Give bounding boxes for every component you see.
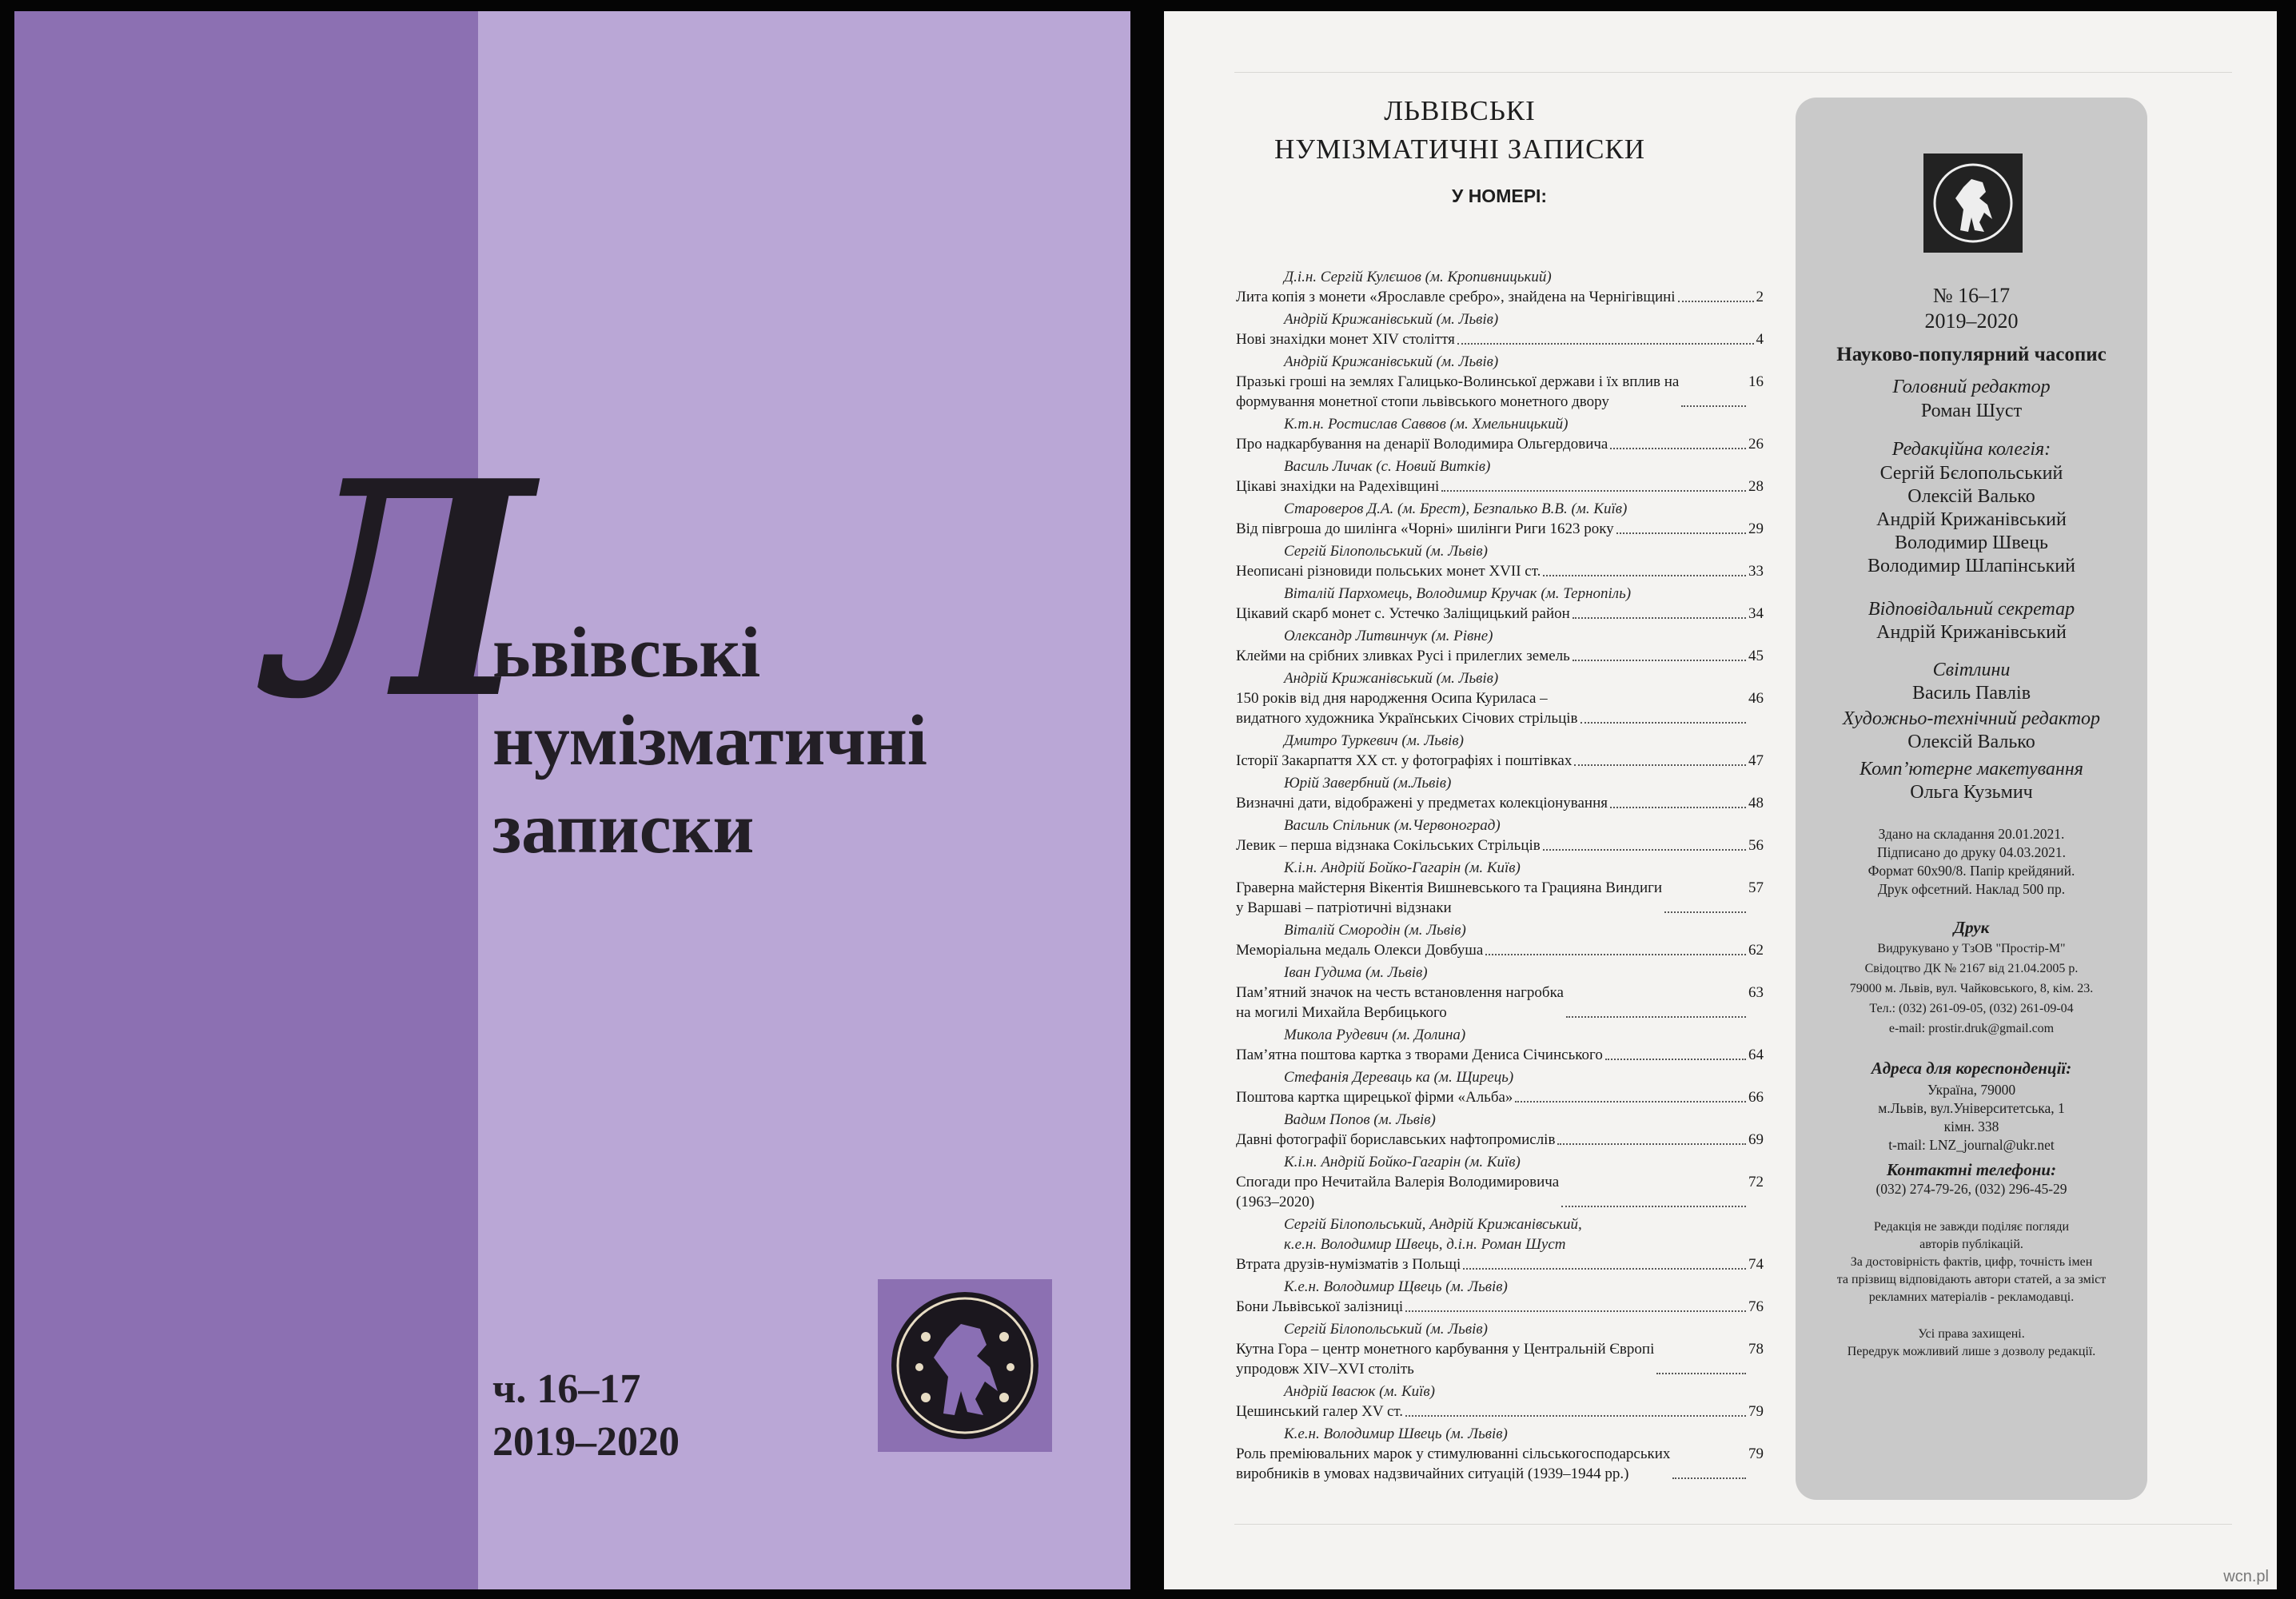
toc-page-number: 47 bbox=[1748, 752, 1764, 769]
board-member: Андрій Крижанівський bbox=[1876, 509, 2067, 530]
phones: (032) 274-79-26, (032) 296-45-29 bbox=[1875, 1181, 2067, 1197]
toc-leader-dots bbox=[1441, 477, 1746, 492]
toc-entry bbox=[1236, 561, 1764, 581]
editorial-panel bbox=[1796, 98, 2147, 1500]
toc-leader-dots bbox=[1672, 1444, 1746, 1479]
header-rule bbox=[1234, 72, 2232, 73]
toc-author: Сергій Білопольський, Андрій Крижанівський, к.е.н. Володимир Швець, д.і.н. Роман Шуст bbox=[1284, 1216, 1582, 1253]
toc-entry bbox=[1236, 519, 1764, 539]
contents-heading: У НОМЕРІ: bbox=[1452, 185, 1548, 206]
druk-line: Тел.: (032) 261-09-05, (032) 261-09-04 bbox=[1869, 1002, 2074, 1015]
address-email: t-mail: LNZ_journal@ukr.net bbox=[1888, 1137, 2055, 1153]
toc-item bbox=[1236, 1382, 1764, 1422]
disclaimer-line: авторів публікацій. bbox=[1919, 1238, 2023, 1251]
photo-name: Василь Павлів bbox=[1911, 683, 2031, 704]
toc-page-number: 64 bbox=[1748, 1047, 1764, 1063]
toc-entry bbox=[1236, 751, 1764, 771]
toc-entry bbox=[1236, 1087, 1764, 1107]
toc-entry bbox=[1236, 793, 1764, 813]
toc-entry bbox=[1236, 477, 1764, 496]
toc-title: Втрата друзів-нумізматів з Польщі bbox=[1236, 1256, 1461, 1273]
toc-entry bbox=[1236, 983, 1764, 1023]
toc-page-number: 76 bbox=[1748, 1298, 1764, 1315]
toc-leader-dots bbox=[1557, 1130, 1746, 1145]
toc-title: Пам’ятна поштова картка з творами Дениса Січинського bbox=[1236, 1047, 1603, 1063]
toc-author: К.і.н. Андрій Бойко-Гагарін (м. Київ) bbox=[1284, 859, 1521, 876]
toc-page-number: 48 bbox=[1748, 795, 1764, 811]
toc-title: Спогади про Нечитайла Валерія Володимировича (1963–2020) bbox=[1236, 1174, 1560, 1210]
toc-title: Кутна Гора – центр монетного карбування у Центральній Європі упродовж XIV–XVI століть bbox=[1236, 1341, 1655, 1378]
toc-page-number: 29 bbox=[1748, 520, 1764, 537]
cover-title-line-1: ьвівські bbox=[492, 613, 761, 692]
toc-title: Пам’ятний значок на честь встановлення нагробка на могилі Михайла Вербицького bbox=[1236, 984, 1564, 1021]
toc-entry bbox=[1236, 646, 1764, 666]
toc-page-number: 46 bbox=[1748, 690, 1764, 707]
toc-page-number: 79 bbox=[1748, 1403, 1764, 1420]
cover-title-line-3: записки bbox=[492, 789, 755, 868]
board-label: Редакційна колегія: bbox=[1891, 439, 2051, 460]
toc-item bbox=[1236, 457, 1764, 496]
toc-leader-dots bbox=[1610, 434, 1746, 449]
journal-title-line-2: НУМІЗМАТИЧНІ ЗАПИСКИ bbox=[1274, 134, 1646, 165]
toc-item bbox=[1236, 309, 1764, 349]
toc-author: Дмитро Туркевич (м. Львів) bbox=[1284, 732, 1464, 749]
address-line: м.Львів, вул.Університетська, 1 bbox=[1878, 1100, 2065, 1116]
disclaimer-line: За достовірність фактів, цифр, точність імен bbox=[1850, 1255, 2093, 1269]
toc-item bbox=[1236, 626, 1764, 666]
toc-title: Бони Львівської залізниці bbox=[1236, 1298, 1404, 1315]
toc-page-number: 72 bbox=[1748, 1174, 1764, 1190]
print-info: Формат 60х90/8. Папір крейдяний. bbox=[1867, 863, 2075, 879]
toc-title: Про надкарбування на денарії Володимира Ольгердовича bbox=[1236, 436, 1608, 453]
toc-item bbox=[1236, 858, 1764, 918]
footer-rule bbox=[1234, 1524, 2232, 1525]
toc-entry bbox=[1236, 434, 1764, 454]
toc-author: Віталій Смородін (м. Львів) bbox=[1284, 922, 1466, 939]
toc-item bbox=[1236, 414, 1764, 454]
toc-leader-dots bbox=[1561, 1172, 1746, 1207]
phones-label: Контактні телефони: bbox=[1886, 1160, 2057, 1179]
toc-entry bbox=[1236, 1297, 1764, 1317]
toc-leader-dots bbox=[1566, 983, 1746, 1018]
board-member: Володимир Швець bbox=[1895, 532, 2048, 553]
toc-item bbox=[1236, 1214, 1764, 1274]
toc-leader-dots bbox=[1610, 793, 1746, 808]
cover-title-line-2: нумізматичні bbox=[492, 701, 927, 780]
toc-title: Цікаві знахідки на Радехівщині bbox=[1236, 478, 1440, 495]
toc-page-number: 74 bbox=[1748, 1256, 1764, 1273]
toc-author: К.е.н. Володимир Щвець (м. Львів) bbox=[1284, 1278, 1508, 1295]
watermark: wcn.pl bbox=[2223, 1568, 2269, 1585]
toc-leader-dots bbox=[1543, 835, 1746, 851]
toc-title: Визначні дати, відображені у предметах колекціонування bbox=[1236, 795, 1608, 811]
toc-title: Празькі гроші на землях Галицько-Волинської держави і їх вплив на формування монетної стопи львівського монетного двору bbox=[1236, 373, 1680, 410]
toc-title: Клейми на срібних зливках Русі і прилеглих земель bbox=[1236, 648, 1570, 664]
toc-entry bbox=[1236, 1172, 1764, 1212]
toc-author: Іван Гудима (м. Львів) bbox=[1284, 964, 1428, 981]
toc-item bbox=[1236, 920, 1764, 960]
layout-name: Ольга Кузьмич bbox=[1910, 782, 2033, 803]
disclaimer-line: Редакція не завжди поділяє погляди bbox=[1873, 1220, 2070, 1234]
toc-entry bbox=[1236, 329, 1764, 349]
secretary-name: Андрій Крижанівський bbox=[1876, 622, 2067, 643]
toc-author: Вадим Попов (м. Львів) bbox=[1284, 1111, 1436, 1128]
cover-title-initial: Л bbox=[270, 417, 524, 764]
chief-editor-label: Головний редактор bbox=[1892, 377, 2051, 397]
toc-page-number: 63 bbox=[1748, 984, 1764, 1001]
chief-editor-name: Роман Шуст bbox=[1920, 401, 2023, 421]
toc-entry bbox=[1236, 1130, 1764, 1150]
toc-item bbox=[1236, 1424, 1764, 1484]
table-of-contents bbox=[1236, 267, 1764, 1486]
toc-item bbox=[1236, 499, 1764, 539]
toc-title: Цікавий скарб монет с. Устечко Заліщицький район bbox=[1236, 605, 1570, 622]
druk-line: 79000 м. Львів, вул. Чайковського, 8, кім. 23. bbox=[1849, 982, 2094, 995]
toc-item bbox=[1236, 1067, 1764, 1107]
toc-page-number: 79 bbox=[1748, 1445, 1764, 1462]
toc-page-number: 34 bbox=[1748, 605, 1764, 622]
journal-title-line-1: ЛЬВІВСЬКІ bbox=[1384, 95, 1536, 126]
toc-title: Меморіальна медаль Олекси Довбуша bbox=[1236, 942, 1484, 959]
toc-item bbox=[1236, 731, 1764, 771]
rights-line: Передрук можливий лише з дозволу редакції. bbox=[1847, 1345, 2096, 1358]
board-member: Володимир Шлапінський bbox=[1867, 556, 2075, 576]
print-info: Друк офсетний. Наклад 500 пр. bbox=[1877, 881, 2066, 897]
rights-line: Усі права захищені. bbox=[1918, 1327, 2025, 1341]
toc-author: К.і.н. Андрій Бойко-Гагарін (м. Київ) bbox=[1284, 1154, 1521, 1170]
toc-item bbox=[1236, 1277, 1764, 1317]
toc-page-number: 78 bbox=[1748, 1341, 1764, 1358]
toc-title: 150 років від дня народження Осипа Куриласа – видатного художника Українських Січових стрільців bbox=[1236, 690, 1578, 727]
panel-issue: № 16–17 bbox=[1932, 284, 2011, 307]
cover-dark-strip bbox=[14, 11, 478, 1589]
board-member: Сергій Бєлопольський bbox=[1879, 463, 2063, 484]
toc-author: Сергій Білопольський (м. Львів) bbox=[1284, 1321, 1488, 1338]
toc-entry bbox=[1236, 1444, 1764, 1484]
panel-journal-kind: Науково-популярний часопис bbox=[1836, 344, 2107, 365]
toc-author: Віталій Пархомець, Володимир Кручак (м. Тернопіль) bbox=[1284, 585, 1632, 602]
toc-title: Історії Закарпаття XX ст. у фотографіях і поштівках bbox=[1236, 752, 1573, 769]
toc-item bbox=[1236, 1319, 1764, 1379]
disclaimer-line: та прізвищ відповідають автори статей, а за зміст bbox=[1836, 1273, 2107, 1286]
address-label: Адреса для кореспонденції: bbox=[1871, 1059, 2072, 1078]
toc-item bbox=[1236, 773, 1764, 813]
toc-leader-dots bbox=[1515, 1087, 1746, 1103]
toc-page-number: 16 bbox=[1748, 373, 1764, 390]
toc-item bbox=[1236, 267, 1764, 307]
toc-title: Цешинський галер XV ст. bbox=[1236, 1403, 1403, 1420]
toc-entry bbox=[1236, 1254, 1764, 1274]
art-editor-label: Художньо-технічний редактор bbox=[1842, 708, 2101, 729]
toc-leader-dots bbox=[1681, 372, 1746, 407]
toc-author: Андрій Крижанівський (м. Львів) bbox=[1284, 670, 1499, 687]
toc-author: Андрій Івасюк (м. Київ) bbox=[1284, 1383, 1436, 1400]
toc-author: К.е.н. Володимир Швець (м. Львів) bbox=[1284, 1426, 1508, 1442]
toc-title: Граверна майстерня Вікентія Вишневського та Грацияна Виндиги у Варшаві – патріотичні відзнаки bbox=[1236, 879, 1663, 916]
lion-logo-icon bbox=[1923, 154, 2023, 253]
toc-leader-dots bbox=[1485, 940, 1746, 955]
druk-line: Свідоцтво ДК № 2167 від 21.04.2005 р. bbox=[1864, 962, 2079, 975]
toc-title: Нові знахідки монет XIV століття bbox=[1236, 331, 1455, 348]
print-info: Підписано до друку 04.03.2021. bbox=[1876, 844, 2067, 860]
toc-item bbox=[1236, 1110, 1764, 1150]
lion-emblem-icon bbox=[878, 1279, 1052, 1452]
toc-item bbox=[1236, 815, 1764, 855]
photo-label: Світлини bbox=[1932, 660, 2011, 680]
toc-page-number: 28 bbox=[1748, 478, 1764, 495]
toc-title: Неописані різновиди польських монет XVII ст. bbox=[1236, 563, 1541, 580]
toc-entry bbox=[1236, 835, 1764, 855]
toc-leader-dots bbox=[1543, 561, 1746, 576]
toc-author: Микола Рудевич (м. Долина) bbox=[1284, 1027, 1466, 1043]
toc-item bbox=[1236, 1152, 1764, 1212]
cover-issue-number: ч. 16–17 bbox=[492, 1366, 641, 1412]
toc-leader-dots bbox=[1573, 646, 1746, 661]
toc-author: К.т.н. Ростислав Саввов (м. Хмельницький) bbox=[1284, 416, 1569, 433]
toc-title: Левик – перша відзнака Сокільських Стрільців bbox=[1236, 837, 1541, 854]
toc-entry bbox=[1236, 688, 1764, 728]
toc-leader-dots bbox=[1664, 878, 1746, 913]
toc-leader-dots bbox=[1457, 329, 1754, 345]
toc-item bbox=[1236, 1025, 1764, 1065]
panel-years: 2019–2020 bbox=[1924, 309, 2019, 333]
toc-leader-dots bbox=[1616, 519, 1746, 534]
toc-title: Від півгроша до шилінга «Чорні» шилінги Риги 1623 року bbox=[1236, 520, 1614, 537]
toc-title: Поштова картка щирецької фірми «Альба» bbox=[1236, 1089, 1513, 1106]
toc-entry bbox=[1236, 1045, 1764, 1065]
toc-entry bbox=[1236, 1339, 1764, 1379]
secretary-label: Відповідальний секретар bbox=[1867, 599, 2075, 620]
druk-line: Видрукувано у ТзОВ "Простір-М" bbox=[1877, 942, 2066, 955]
toc-page-number: 62 bbox=[1748, 942, 1764, 959]
toc-item bbox=[1236, 584, 1764, 624]
toc-page-number: 66 bbox=[1748, 1089, 1764, 1106]
journal-cover bbox=[14, 11, 1130, 1589]
toc-title: Лита копія з монети «Ярославле сребро», знайдена на Чернігівщині bbox=[1236, 289, 1676, 305]
toc-author: Василь Личак (с. Новий Витків) bbox=[1284, 458, 1491, 475]
toc-author: Олександр Литвинчук (м. Рівне) bbox=[1284, 628, 1493, 644]
board-member: Олексій Валько bbox=[1907, 486, 2035, 507]
cover-years: 2019–2020 bbox=[492, 1419, 680, 1465]
toc-page-number: 57 bbox=[1748, 879, 1764, 896]
art-editor-name: Олексій Валько bbox=[1907, 732, 2035, 752]
layout-label: Комп’ютерне макетування bbox=[1860, 759, 2083, 780]
toc-page-number: 26 bbox=[1748, 436, 1764, 453]
toc-leader-dots bbox=[1573, 604, 1746, 619]
druk-label: Друк bbox=[1953, 918, 1990, 937]
toc-author: Юрій Завербний (м.Львів) bbox=[1284, 775, 1452, 792]
address-line: кімн. 338 bbox=[1943, 1119, 1999, 1134]
druk-line: e-mail: prostir.druk@gmail.com bbox=[1888, 1022, 2055, 1035]
toc-page-number: 2 bbox=[1756, 289, 1764, 305]
toc-entry bbox=[1236, 604, 1764, 624]
toc-author: Стефанія Дереваць ка (м. Щирець) bbox=[1284, 1069, 1514, 1086]
toc-author: Василь Спільник (м.Червоноград) bbox=[1284, 817, 1501, 834]
toc-author: Д.і.н. Сергій Кулєшов (м. Кропивницький) bbox=[1284, 269, 1552, 285]
toc-leader-dots bbox=[1580, 688, 1747, 724]
toc-page-number: 4 bbox=[1756, 331, 1764, 348]
toc-page-number: 45 bbox=[1748, 648, 1764, 664]
toc-leader-dots bbox=[1574, 751, 1746, 766]
toc-page-number: 33 bbox=[1748, 563, 1764, 580]
toc-item bbox=[1236, 963, 1764, 1023]
toc-title: Роль преміювальних марок у стимулюванні сільськогосподарських виробників в умовах надзвичайних ситуацій (1939–1944 рр.) bbox=[1236, 1445, 1671, 1482]
toc-item bbox=[1236, 668, 1764, 728]
toc-leader-dots bbox=[1405, 1402, 1746, 1417]
address-line: Україна, 79000 bbox=[1927, 1082, 2016, 1098]
toc-entry bbox=[1236, 287, 1764, 307]
toc-leader-dots bbox=[1605, 1045, 1746, 1060]
toc-entry bbox=[1236, 1402, 1764, 1422]
toc-title: Давні фотографії бориславських нафтопромислів bbox=[1236, 1131, 1556, 1148]
contents-page bbox=[1164, 11, 2277, 1589]
toc-entry bbox=[1236, 878, 1764, 918]
print-info: Здано на складання 20.01.2021. bbox=[1878, 826, 2065, 842]
toc-author: Староверов Д.А. (м. Брест), Безпалько В.В. (м. Київ) bbox=[1284, 500, 1628, 517]
toc-leader-dots bbox=[1656, 1339, 1746, 1374]
toc-leader-dots bbox=[1405, 1297, 1746, 1312]
toc-leader-dots bbox=[1678, 287, 1754, 302]
toc-entry bbox=[1236, 372, 1764, 412]
toc-author: Андрій Крижанівський (м. Львів) bbox=[1284, 311, 1499, 328]
toc-leader-dots bbox=[1463, 1254, 1746, 1270]
toc-author: Андрій Крижанівський (м. Львів) bbox=[1284, 353, 1499, 370]
toc-page-number: 69 bbox=[1748, 1131, 1764, 1148]
toc-item bbox=[1236, 541, 1764, 581]
toc-entry bbox=[1236, 940, 1764, 960]
toc-author: Сергій Білопольський (м. Львів) bbox=[1284, 543, 1488, 560]
toc-page-number: 56 bbox=[1748, 837, 1764, 854]
disclaimer-line: рекламних матеріалів - рекламодавці. bbox=[1868, 1290, 2075, 1304]
toc-item bbox=[1236, 352, 1764, 412]
